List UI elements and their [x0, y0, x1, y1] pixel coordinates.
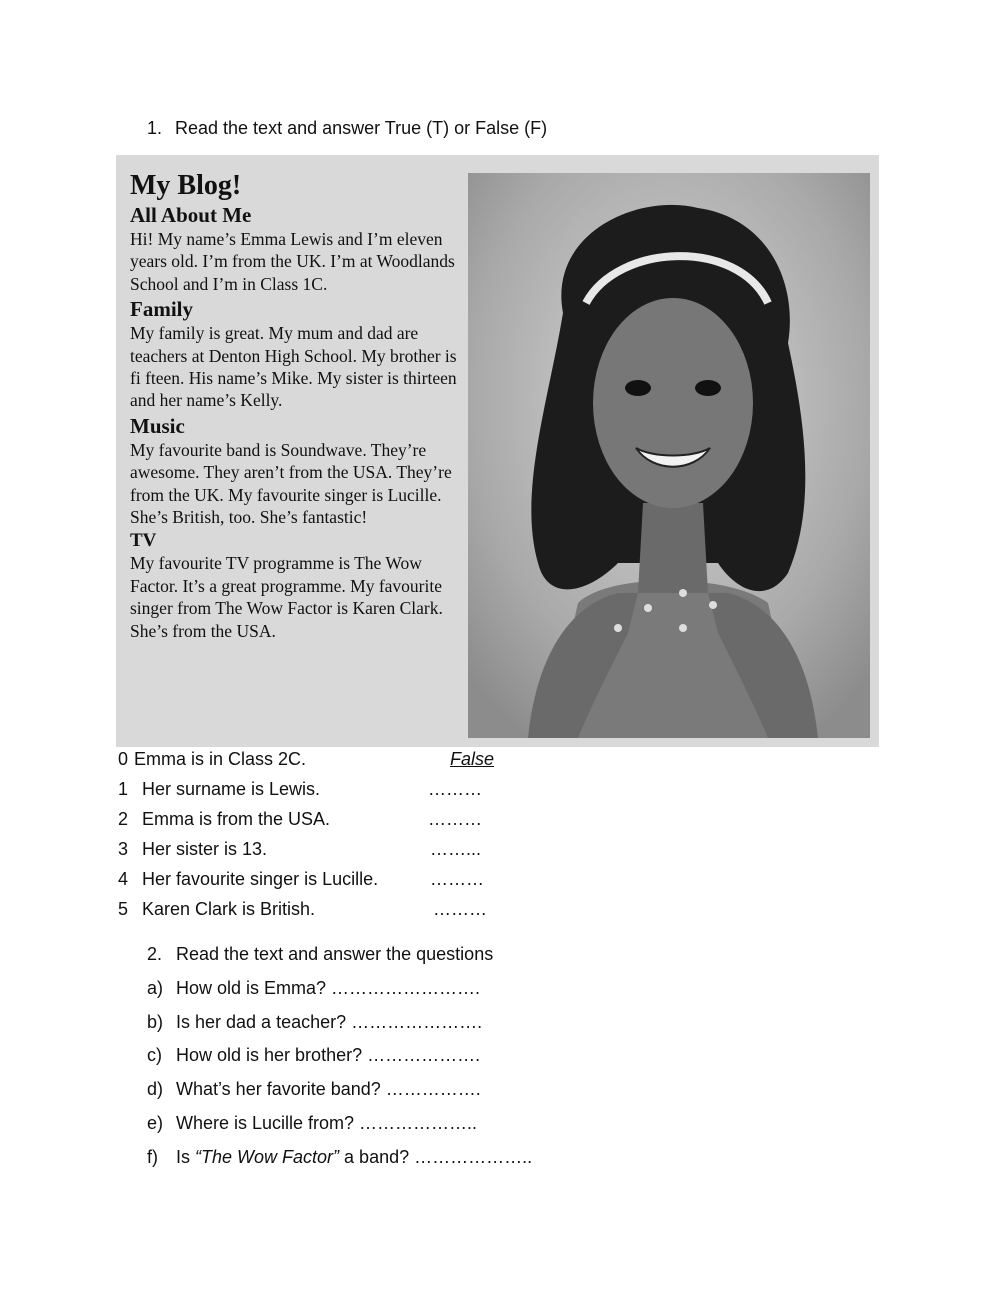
question-text-post: a band? ………………..: [339, 1146, 533, 1167]
question-a[interactable]: [147, 976, 532, 1010]
tf-statement: Her sister is 13.: [142, 839, 268, 859]
tf-answer-blank[interactable]: ……...: [430, 839, 482, 859]
question-text-italic: “The Wow Factor”: [195, 1146, 340, 1167]
girl-portrait-illustration: [468, 173, 870, 738]
question-c[interactable]: [147, 1043, 532, 1077]
tf-number: 3: [118, 839, 129, 859]
question-text: What’s her favorite band? …………….: [176, 1079, 481, 1100]
question-label: e): [147, 1112, 164, 1133]
tf-answer-blank[interactable]: ………: [430, 869, 484, 889]
tf-number: 0: [118, 749, 129, 769]
exercise-2: [147, 942, 532, 1179]
section-heading-music: Music: [130, 413, 185, 438]
question-label: a): [147, 977, 164, 998]
question-text: Where is Lucille from? ………………..: [176, 1112, 478, 1133]
tf-statement: Her favourite singer is Lucille.: [142, 869, 379, 889]
tf-statement: Karen Clark is British.: [142, 899, 316, 919]
exercise-1-instruction: Read the text and answer True (T) or False (F): [175, 118, 548, 138]
section-heading-family: Family: [130, 297, 193, 322]
tf-row-3: [118, 838, 538, 868]
tf-answer-example: False: [450, 749, 495, 769]
exercise-2-number: 2.: [147, 944, 163, 964]
tf-row-5: [118, 898, 538, 928]
question-e[interactable]: [147, 1111, 532, 1145]
tf-answer-blank[interactable]: ………: [428, 779, 482, 799]
section-text-music: My favourite band is Soundwave. They’re awesome. They aren’t from the USA. They’re from the UK. My favourite singer is Lucille. She’s British, too. She’s fantastic!: [130, 439, 452, 528]
section-heading-tv: TV: [130, 530, 157, 552]
section-text-tv: My favourite TV programme is The Wow Factor. It’s a great programme. My favourite singer from The Wow Factor is Karen Clark. She’s from the USA.: [130, 553, 443, 641]
blog-panel: [116, 155, 879, 747]
tf-statement: Emma is from the USA.: [142, 809, 331, 829]
tf-row-2: [118, 808, 538, 838]
tf-number: 1: [118, 779, 129, 799]
section-text-about-me: Hi! My name’s Emma Lewis and I’m eleven years old. I’m from the UK. I’m at Woodlands School and I’m in Class 1C.: [130, 229, 455, 294]
tf-number: 5: [118, 899, 129, 919]
question-d[interactable]: [147, 1077, 532, 1111]
tf-number: 2: [118, 809, 129, 829]
tf-number: 4: [118, 869, 129, 889]
question-label: f): [147, 1146, 158, 1167]
blog-title: My Blog!: [130, 170, 242, 201]
true-false-list: [118, 748, 538, 928]
question-text: Is her dad a teacher? ………………….: [176, 1011, 483, 1032]
section-text-family: My family is great. My mum and dad are teachers at Denton High School. My brother is fi fteen. His name’s Mike. My sister is thirteen and her name’s Kelly.: [130, 323, 457, 411]
exercise-2-instruction: Read the text and answer the questions: [176, 944, 494, 964]
question-f[interactable]: [147, 1145, 532, 1179]
question-b[interactable]: [147, 1010, 532, 1044]
exercise-1-number: 1.: [147, 118, 163, 138]
blog-text: [130, 169, 460, 644]
tf-row-0: [118, 748, 538, 778]
question-text: How old is her brother? ……………….: [176, 1045, 481, 1066]
exercise-1-heading: [147, 118, 547, 139]
section-heading-about-me: All About Me: [130, 203, 252, 227]
question-label: b): [147, 1011, 164, 1032]
tf-row-4: [118, 868, 538, 898]
question-text: How old is Emma? …………………….: [176, 977, 481, 998]
tf-statement: Emma is in Class 2C.: [134, 749, 307, 769]
tf-answer-blank[interactable]: ………: [428, 809, 482, 829]
tf-row-1: [118, 778, 538, 808]
question-label: d): [147, 1079, 164, 1100]
question-text-pre: Is: [176, 1146, 196, 1167]
tf-statement: Her surname is Lewis.: [142, 779, 321, 799]
girl-photo: [468, 173, 870, 738]
question-label: c): [147, 1045, 162, 1066]
exercise-2-heading: [147, 942, 532, 976]
tf-answer-blank[interactable]: ………: [433, 899, 487, 919]
